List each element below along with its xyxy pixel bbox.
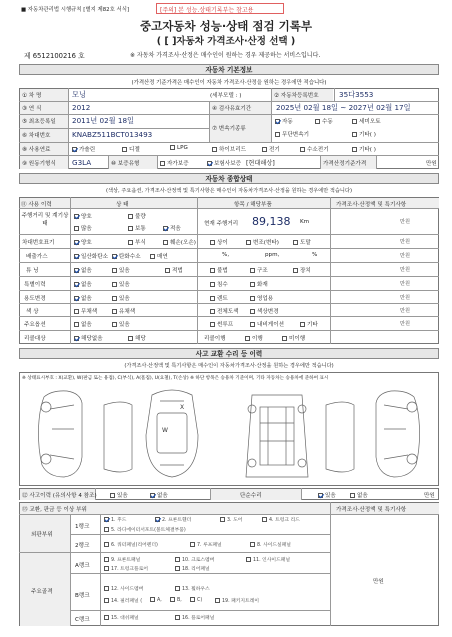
- emission-pct: %,: [222, 252, 230, 258]
- part-door[interactable]: 3. 도어: [220, 516, 242, 523]
- checkbox-emission-hc[interactable]: [112, 254, 117, 259]
- part-floor-panel[interactable]: 16. 플로어패널: [175, 614, 214, 621]
- vin-mark-label: 차대번호표기: [22, 240, 55, 246]
- color-price-unit: 만원: [400, 308, 411, 314]
- basic-section-title: 자동차 기본정보: [19, 64, 439, 75]
- checkbox-warranty-self[interactable]: [160, 161, 165, 166]
- checkbox-part-wheel-house[interactable]: [175, 586, 180, 591]
- checkbox-vin-differ[interactable]: [210, 240, 215, 245]
- tuning-none[interactable]: 없음: [74, 266, 92, 274]
- checkbox-option-none[interactable]: [74, 322, 79, 327]
- part-package-tray[interactable]: 19. 패키지트레이: [215, 597, 259, 604]
- checkbox-fuel-etc[interactable]: [352, 147, 357, 152]
- fuel-diesel[interactable]: 디젤: [122, 145, 140, 153]
- usage-col-header: ⑪ 사용 이력: [21, 202, 52, 208]
- checkbox-purpose-business[interactable]: [250, 296, 255, 301]
- special-fire[interactable]: 화재: [250, 280, 268, 288]
- simple-yes[interactable]: 있음: [318, 491, 336, 499]
- option-exist[interactable]: 있음: [112, 320, 130, 328]
- mileage-few[interactable]: 적음: [163, 224, 181, 232]
- document-note: ※ 자동차 가격조사·산정은 매수인이 원하는 경우 제공하는 서비스입니다.: [130, 52, 321, 59]
- warranty-label: ⑩ 보증유형: [111, 161, 140, 167]
- part-pillar-panel[interactable]: 14. 필러패널 (: [104, 597, 142, 604]
- tuning-label: 튜 닝: [26, 268, 39, 274]
- checkbox-special-flood[interactable]: [210, 282, 215, 287]
- left-side-view-icon: [38, 391, 82, 477]
- part-quarter-panel[interactable]: 6. 쿼터패널(리어펜더): [104, 541, 158, 548]
- recall-do-label: 리콜이행: [204, 336, 226, 342]
- mileage-label: 주행거리 및 계기상태: [21, 213, 69, 227]
- meter-good[interactable]: 양호: [74, 212, 92, 220]
- vin-altered[interactable]: 변조(변타): [246, 238, 279, 246]
- law-note: ■ 자동차관리법 시행규칙 [별지 제82호 서식]: [21, 7, 130, 13]
- color-label: 색 상: [26, 309, 39, 315]
- rankA-label: A랭크: [75, 563, 90, 569]
- fuel-hybrid[interactable]: 하이브리드: [212, 145, 246, 153]
- pillar-c[interactable]: C): [190, 597, 202, 603]
- meter-bad[interactable]: 불량: [128, 212, 146, 220]
- warning-note: [주의] 본 성능.상태기록부는 참고용: [160, 7, 254, 14]
- vin-value: KNABZ511BCT013493: [72, 130, 153, 139]
- car-name-label: ① 차 명: [22, 93, 42, 99]
- checkbox-recall-none[interactable]: [74, 336, 79, 341]
- checkbox-gear-semi[interactable]: [352, 119, 357, 124]
- part-trunk-floor[interactable]: 17. 트렁크플로어: [104, 565, 148, 572]
- checkbox-part-side-sill[interactable]: [250, 542, 255, 547]
- option-navi[interactable]: 내비게이션: [250, 320, 284, 328]
- special-label: 특별이력: [24, 282, 46, 288]
- checkbox-part-hood[interactable]: [104, 517, 109, 522]
- special-none[interactable]: 없음: [74, 280, 92, 288]
- checkbox-option-sunroof[interactable]: [210, 322, 215, 327]
- purpose-business[interactable]: 영업용: [250, 294, 273, 302]
- checkbox-mileage-many[interactable]: [74, 226, 79, 231]
- checkbox-part-door[interactable]: [220, 517, 225, 522]
- vin-rust[interactable]: 부식: [128, 238, 146, 246]
- reg-no-value: 35다3553: [339, 90, 374, 99]
- emission-ppm: ppm,: [265, 252, 280, 258]
- gear-auto[interactable]: 자동: [275, 117, 293, 125]
- checkbox-meter-good[interactable]: [74, 214, 79, 219]
- gear-label: ⑦ 변속기종류: [212, 126, 246, 132]
- checkbox-color-chromatic[interactable]: [112, 309, 117, 314]
- parts-price-header: 가격조사·산정액 및 특기사항: [336, 507, 407, 513]
- first-reg-value: 2011년 02월 18일: [72, 116, 134, 125]
- checkbox-part-trunk-lid[interactable]: [262, 517, 267, 522]
- period-label: ④ 검사유효기간: [212, 106, 252, 112]
- checkbox-accident-no[interactable]: [150, 493, 155, 498]
- color-full-paint[interactable]: 전체도색: [210, 307, 239, 315]
- checkbox-pillar-a[interactable]: [150, 597, 155, 602]
- checkbox-recall-done[interactable]: [245, 336, 250, 341]
- checkbox-mileage-few[interactable]: [163, 226, 168, 231]
- part-wheel-house[interactable]: 13. 휠하우스: [175, 585, 210, 592]
- document-number: 제 6512100216 호: [24, 52, 85, 60]
- legend-note: ※ 상태표시부호 : X(교환), W(판금 또는 용접), C(부식), A(흠집), U(요철), T(손상) ※ 하단 항목은 승용차 기준이며, 기타 자동차는 승용차에 준하여 표시: [22, 376, 329, 381]
- part-radiator-support[interactable]: 5. 라디에이터서포트(볼트체결부품): [104, 526, 186, 533]
- checkbox-simple-yes[interactable]: [318, 493, 323, 498]
- pillar-a[interactable]: A,: [150, 597, 162, 603]
- part-front-fender[interactable]: 2. 프론트휀더: [155, 516, 191, 523]
- checkbox-gear-etc[interactable]: [352, 132, 357, 137]
- pillar-b[interactable]: B,: [170, 597, 182, 603]
- checkbox-part-pillar-panel[interactable]: [104, 598, 109, 603]
- mileage-many[interactable]: 많음: [74, 224, 92, 232]
- tuning-exist[interactable]: 있음: [112, 266, 130, 274]
- tuning-price-unit: 만원: [400, 267, 411, 273]
- checkbox-gear-cvt[interactable]: [275, 132, 280, 137]
- option-etc[interactable]: 기타: [300, 320, 318, 328]
- fuel-hydrogen[interactable]: 수소전기: [300, 145, 329, 153]
- mileage-value: 89,138: [252, 215, 291, 228]
- fuel-electric[interactable]: 전기: [262, 145, 280, 153]
- mileage-unit: Km: [300, 219, 310, 225]
- checkbox-purpose-rent[interactable]: [210, 296, 215, 301]
- fuel-etc[interactable]: 기타( ): [352, 145, 376, 153]
- year-value: 2012: [72, 103, 91, 112]
- checkbox-warranty-insurance[interactable]: [207, 161, 212, 166]
- checkbox-recall-yes[interactable]: [128, 336, 133, 341]
- rankB-label: B랭크: [75, 593, 90, 599]
- state-col-header: 상 태: [116, 202, 129, 208]
- rankC-label: C랭크: [75, 617, 90, 623]
- checkbox-part-front-panel[interactable]: [104, 557, 109, 562]
- special-price-unit: 만원: [400, 281, 411, 287]
- purpose-exist[interactable]: 있음: [112, 294, 130, 302]
- recall-none[interactable]: 해당없음: [74, 334, 103, 342]
- checkbox-option-navi[interactable]: [250, 322, 255, 327]
- vin-smear[interactable]: 도말: [293, 238, 311, 246]
- car-damage-diagram: [22, 385, 436, 485]
- checkbox-tuning-legal[interactable]: [165, 268, 170, 273]
- checkbox-part-front-fender[interactable]: [155, 517, 160, 522]
- tuning-illegal[interactable]: 불법: [210, 266, 228, 274]
- basic-section-note: (가격산정 기준가격은 매수인이 자동차 가격조사·산정을 원하는 경우에만 적습니다): [131, 80, 327, 86]
- part-hood[interactable]: 1. 후드: [104, 516, 126, 523]
- color-chromatic[interactable]: 유채색: [112, 307, 135, 315]
- emission-hc[interactable]: 탄화수소: [112, 252, 141, 260]
- roof-view-icon: [146, 390, 198, 477]
- period-value: 2025년 02월 18일 ~ 2027년 02월 17일: [276, 103, 411, 112]
- car-name-value: 모닝: [72, 90, 86, 99]
- mileage-normal[interactable]: 보통: [128, 224, 146, 232]
- checkbox-option-exist[interactable]: [112, 322, 117, 327]
- parts-title: ⑬ 교환, 판금 등 이상 부위: [22, 507, 87, 513]
- recall-yes[interactable]: 해당: [128, 334, 146, 342]
- part-dash-panel[interactable]: 15. 대쉬패널: [104, 614, 139, 621]
- part-rear-panel[interactable]: 18. 리어패널: [175, 565, 210, 572]
- checkbox-part-package-tray[interactable]: [215, 598, 220, 603]
- purpose-label: 용도변경: [24, 296, 46, 302]
- emission-price-unit: 만원: [400, 253, 411, 259]
- checkbox-part-trunk-floor[interactable]: [104, 566, 109, 571]
- page-subtitle: ( [ ]자동차 가격조사·산정 선택 ): [156, 36, 296, 47]
- accident-section-title: 사고 교환 수리 등 이력: [19, 348, 439, 359]
- purpose-price-unit: 만원: [400, 295, 411, 301]
- purpose-rent[interactable]: 렌트: [210, 294, 228, 302]
- checkbox-color-full-paint[interactable]: [210, 309, 215, 314]
- accident-section-note: (가격조사·산정액 및 특기사항은 매수인이 자동차가격조사·산정을 원하는 경우에만 적습니다): [124, 363, 334, 369]
- warranty-self[interactable]: 자가보증: [160, 159, 189, 167]
- price-label: 가격산정기준가격: [323, 161, 367, 167]
- special-flood[interactable]: 침수: [210, 280, 228, 288]
- warranty-company: [현대해상]: [246, 160, 275, 167]
- accident-history-label: ⑫ 사고이력 (유의사항 4 참조): [22, 493, 97, 499]
- core-frame-label: 주요골격: [31, 589, 53, 595]
- checkbox-part-rear-panel[interactable]: [175, 566, 180, 571]
- checkbox-emission-smoke[interactable]: [150, 254, 155, 259]
- checkbox-fuel-hybrid[interactable]: [212, 147, 217, 152]
- checkbox-color-achromatic[interactable]: [74, 309, 79, 314]
- part-side-member[interactable]: 12. 사이드멤버: [104, 585, 143, 592]
- outer-panel-label: 외판부위: [31, 532, 53, 538]
- checkbox-accident-yes[interactable]: [110, 493, 115, 498]
- checkbox-purpose-exist[interactable]: [112, 296, 117, 301]
- accident-no[interactable]: 없음: [150, 491, 168, 499]
- gear-semi[interactable]: 세미오토: [352, 117, 381, 125]
- checkbox-tuning-exist[interactable]: [112, 268, 117, 273]
- part-roof-panel[interactable]: 7. 루프패널: [190, 541, 222, 548]
- year-label: ③ 연 식: [22, 106, 42, 112]
- checkbox-vin-damage[interactable]: [163, 240, 168, 245]
- checkbox-option-etc[interactable]: [300, 322, 305, 327]
- checkbox-fuel-electric[interactable]: [262, 147, 267, 152]
- checkbox-fuel-hydrogen[interactable]: [300, 147, 305, 152]
- price-col-header: 가격조사·산정액 및 특기사항: [336, 202, 407, 208]
- color-change[interactable]: 색상변경: [250, 307, 279, 315]
- checkbox-vin-smear[interactable]: [293, 240, 298, 245]
- part-trunk-lid[interactable]: 4. 트렁크 리드: [262, 516, 300, 523]
- first-reg-label: ⑤ 최초등록일: [22, 119, 56, 125]
- emission-label: 배출가스: [26, 254, 48, 260]
- checkbox-part-roof-panel[interactable]: [190, 542, 195, 547]
- checkbox-pillar-c[interactable]: [190, 597, 195, 602]
- vin-damage[interactable]: 훼손(오손): [163, 238, 196, 246]
- checkbox-part-floor-panel[interactable]: [175, 615, 180, 620]
- vin-differ[interactable]: 상이: [210, 238, 228, 246]
- simple-repair-label: 단순수리: [240, 493, 262, 499]
- checkbox-fuel-gasoline[interactable]: [72, 147, 77, 152]
- page-title: 중고자동차 성능·상태 점검 기록부: [140, 19, 312, 33]
- checkbox-purpose-none[interactable]: [74, 296, 79, 301]
- price-unit: 만원: [426, 161, 437, 167]
- status-section-title: 자동차 종합상태: [19, 173, 439, 184]
- checkbox-mileage-normal[interactable]: [128, 226, 133, 231]
- warranty-insurance[interactable]: 보험사보증: [207, 159, 241, 167]
- emission-smoke[interactable]: 매연: [150, 252, 168, 260]
- emission-co[interactable]: 일산화탄소: [74, 252, 108, 260]
- fuel-gasoline[interactable]: 가솔린: [72, 145, 95, 153]
- accident-price-unit: 만원: [424, 493, 435, 499]
- checkbox-part-quarter-panel[interactable]: [104, 542, 109, 547]
- gear-cvt[interactable]: 무단변속기: [275, 130, 309, 138]
- checkbox-color-change[interactable]: [250, 309, 255, 314]
- vin-price-unit: 만원: [400, 239, 411, 245]
- part-cross-member[interactable]: 10. 크로스멤버: [175, 556, 214, 563]
- engine-label: ⑨ 원동기형식: [22, 161, 56, 167]
- reg-no-label: ② 자동차등록번호: [274, 93, 319, 99]
- simple-no[interactable]: 없음: [350, 491, 368, 499]
- fuel-label: ⑧ 사용연료: [22, 147, 51, 153]
- right-side-view-icon: [376, 391, 420, 477]
- option-sunroof[interactable]: 썬루프: [210, 320, 233, 328]
- status-section-note: (색상, 주요옵션, 가격조사·산정액 및 특기사항은 매수인이 자동차가격조사·산정을 원하는 경우에만 적습니다): [106, 188, 352, 194]
- recall-undone[interactable]: 미이행: [282, 334, 305, 342]
- tuning-device[interactable]: 장치: [293, 266, 311, 274]
- mark-x: X: [180, 404, 185, 411]
- recall-label: 리콜대상: [24, 336, 46, 342]
- tuning-legal[interactable]: 적법: [165, 266, 183, 274]
- parts-price-unit: 만원: [373, 579, 384, 585]
- checkbox-part-dash-panel[interactable]: [104, 615, 109, 620]
- purpose-none[interactable]: 없음: [74, 294, 92, 302]
- checkbox-fuel-lpg[interactable]: [170, 145, 175, 150]
- vin-label: ⑥ 차대번호: [22, 133, 51, 139]
- gear-manual[interactable]: 수동: [315, 117, 333, 125]
- vin-good[interactable]: 양호: [74, 238, 92, 246]
- checkbox-gear-manual[interactable]: [315, 119, 320, 124]
- part-inside-panel[interactable]: 11. 인사이드패널: [246, 556, 290, 563]
- recall-done[interactable]: 이행: [245, 334, 263, 342]
- option-none[interactable]: 없음: [74, 320, 92, 328]
- emission-pct2: %: [312, 252, 318, 258]
- checkbox-gear-auto[interactable]: [275, 119, 280, 124]
- checkbox-part-cross-member[interactable]: [175, 557, 180, 562]
- frame-view-icon: [246, 395, 308, 477]
- checkbox-emission-co[interactable]: [74, 254, 79, 259]
- checkbox-vin-rust[interactable]: [128, 240, 133, 245]
- mileage-prefix: 현재 주행거리: [204, 221, 239, 227]
- accident-yes[interactable]: 있음: [110, 491, 128, 499]
- special-exist[interactable]: 있음: [112, 280, 130, 288]
- color-achromatic[interactable]: 무채색: [74, 307, 97, 315]
- checkbox-part-inside-panel[interactable]: [246, 557, 251, 562]
- option-price-unit: 만원: [400, 321, 411, 327]
- checkbox-special-exist[interactable]: [112, 282, 117, 287]
- checkbox-special-none[interactable]: [74, 282, 79, 287]
- rank2-label: 2랭크: [75, 543, 90, 549]
- checkbox-simple-no[interactable]: [350, 493, 355, 498]
- rank1-label: 1랭크: [75, 524, 90, 530]
- mileage-price-unit: 만원: [400, 219, 411, 225]
- checkbox-vin-good[interactable]: [74, 240, 79, 245]
- trim-label: (세부모델 : ): [210, 93, 242, 99]
- checkbox-recall-undone[interactable]: [282, 336, 287, 341]
- checkbox-meter-bad[interactable]: [128, 214, 133, 219]
- engine-value: G3LA: [72, 158, 92, 167]
- checkbox-part-side-member[interactable]: [104, 586, 109, 591]
- option-label: 주요옵션: [24, 322, 46, 328]
- part-front-panel[interactable]: 9. 프론트패널: [104, 556, 140, 563]
- checkbox-tuning-device[interactable]: [293, 268, 298, 273]
- mark-w: W: [162, 427, 168, 434]
- checkbox-tuning-illegal[interactable]: [210, 268, 215, 273]
- part-side-sill[interactable]: 8. 사이드실패널: [250, 541, 291, 548]
- gear-etc[interactable]: 기타( ): [352, 130, 376, 138]
- checkbox-vin-altered[interactable]: [246, 240, 251, 245]
- checkbox-tuning-structure[interactable]: [250, 268, 255, 273]
- checkbox-part-radiator-support[interactable]: [104, 527, 109, 532]
- tuning-structure[interactable]: 구조: [250, 266, 268, 274]
- fuel-lpg[interactable]: LPG: [170, 145, 188, 151]
- checkbox-fuel-diesel[interactable]: [122, 147, 127, 152]
- item-col-header: 항목 / 해당부품: [234, 202, 272, 208]
- checkbox-pillar-b[interactable]: [170, 597, 175, 602]
- checkbox-special-fire[interactable]: [250, 282, 255, 287]
- checkbox-tuning-none[interactable]: [74, 268, 79, 273]
